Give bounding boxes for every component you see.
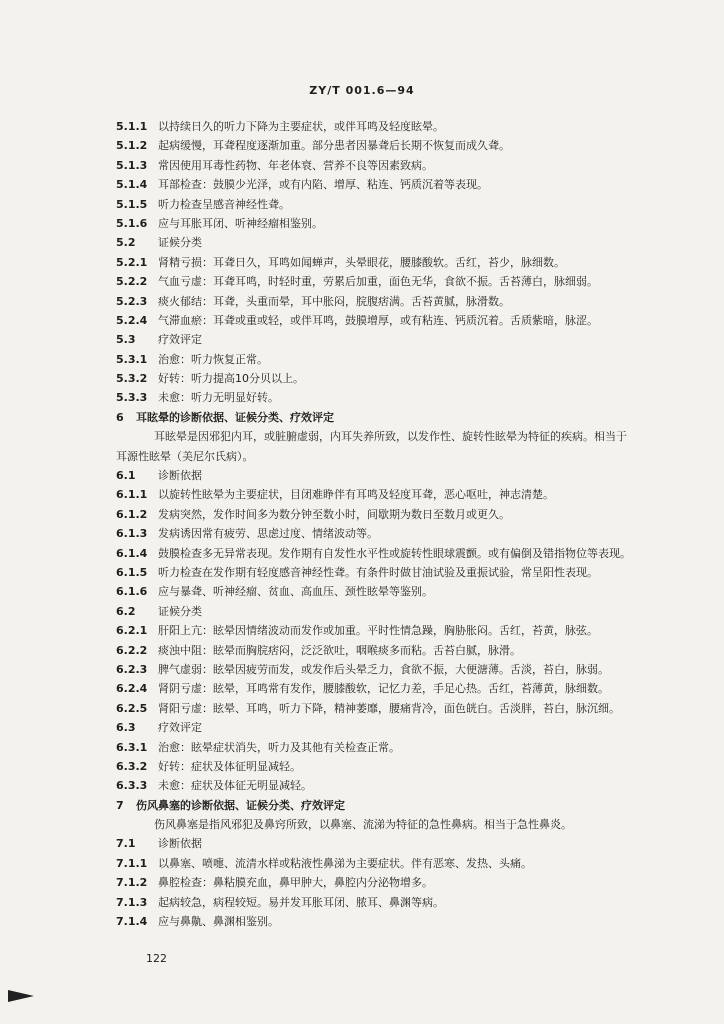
clause-item xyxy=(116,776,696,795)
clause-text: 气滞血瘀：耳聋或重或轻，或伴耳鸣，鼓膜增厚，或有粘连、钙质沉着。舌质紫暗，脉涩。 xyxy=(158,313,598,327)
clause-number: 7.1.4 xyxy=(116,915,148,929)
clause-item xyxy=(116,485,696,504)
corner-triangle-mark xyxy=(8,990,34,1002)
clause-text: 痰浊中阻：眩晕而胸脘痞闷，泛泛欲吐，咽喉痰多而粘。舌苔白腻，脉滑。 xyxy=(158,643,521,657)
clause-text: 鼻腔检查：鼻粘膜充血，鼻甲肿大，鼻腔内分泌物增多。 xyxy=(158,876,433,890)
clause-item xyxy=(116,757,696,776)
clause-text: 疗效评定 xyxy=(158,721,202,735)
clause-text: 听力检查呈感音神经性聋。 xyxy=(158,197,290,211)
clause-text: 伤风鼻塞的诊断依据、证候分类、疗效评定 xyxy=(136,798,345,812)
clause-number: 6.2.1 xyxy=(116,624,148,638)
clause-text: 肾精亏损：耳聋日久，耳鸣如闻蝉声，头晕眼花，腰膝酸软。舌红，苔少，脉细数。 xyxy=(158,255,565,269)
clause-number: 6.2.3 xyxy=(116,662,148,676)
clause-text: 证候分类 xyxy=(158,236,202,250)
clause-number: 5.2.1 xyxy=(116,255,148,269)
clause-number: 6.3.2 xyxy=(116,759,148,773)
clause-item xyxy=(116,718,696,737)
clause-item xyxy=(116,292,696,311)
clause-text: 肾阴亏虚：眩晕，耳鸣常有发作，腰膝酸软，记忆力差，手足心热。舌红，苔薄黄，脉细数。 xyxy=(158,682,609,696)
clause-text: 耳眩晕的诊断依据、证候分类、疗效评定 xyxy=(136,410,334,424)
clause-text: 治愈：听力恢复正常。 xyxy=(158,352,268,366)
clause-number: 5.2 xyxy=(116,236,136,250)
clause-text: 应与耳胀耳闭、听神经瘤相鉴别。 xyxy=(158,216,323,230)
clause-text: 鼓膜检查多无异常表现。发作期有自发性水平性或旋转性眼球震颤。或有偏倒及错指物位等表现。 xyxy=(158,546,631,560)
clause-text: 起病缓慢，耳聋程度逐渐加重。部分患者因暴聋后长期不恢复而成久聋。 xyxy=(158,139,510,153)
clause-text: 耳部检查：鼓膜少光泽，或有内陷、增厚、粘连、钙质沉着等表现。 xyxy=(158,178,488,192)
clause-item xyxy=(116,893,696,912)
clause-item xyxy=(116,466,696,485)
paragraph-line: 伤风鼻塞是指风邪犯及鼻窍所致，以鼻塞、流涕为特征的急性鼻病。相当于急性鼻炎。 xyxy=(154,818,572,832)
clause-item xyxy=(116,311,696,330)
clause-number: 6.3 xyxy=(116,721,136,735)
clause-item xyxy=(116,369,696,388)
clause-item xyxy=(116,563,696,582)
clause-number: 5.3 xyxy=(116,333,136,347)
clause-number: 6.1.4 xyxy=(116,546,148,560)
clause-item xyxy=(116,854,696,873)
clause-number: 5.3.3 xyxy=(116,391,148,405)
clause-number: 5.1.6 xyxy=(116,216,148,230)
clause-number: 7.1.3 xyxy=(116,895,148,909)
clause-item xyxy=(116,621,696,640)
clause-item xyxy=(116,136,696,155)
clause-number: 7.1.1 xyxy=(116,856,148,870)
clause-item xyxy=(116,873,696,892)
clause-item xyxy=(116,214,696,233)
clause-text: 好转：听力提高10分贝以上。 xyxy=(158,372,304,386)
clause-item xyxy=(116,524,696,543)
clause-number: 7.1.2 xyxy=(116,876,148,890)
clause-number: 5.1.4 xyxy=(116,178,148,192)
clause-text: 肾阳亏虚：眩晕、耳鸣，听力下降，精神萎靡，腰痛背冷，面色㿠白。舌淡胖，苔白，脉沉细。 xyxy=(158,701,620,715)
clause-number: 5.2.2 xyxy=(116,275,148,289)
clause-number: 6.2 xyxy=(116,604,136,618)
clause-item xyxy=(116,582,696,601)
clause-text: 听力检查在发作期有轻度感音神经性聋。有条件时做甘油试验及重振试验，常呈阳性表现。 xyxy=(158,565,598,579)
clause-item xyxy=(116,272,696,291)
clause-item xyxy=(116,195,696,214)
clause-item xyxy=(116,175,696,194)
clause-text: 诊断依据 xyxy=(158,837,202,851)
clause-text: 起病较急，病程较短。易并发耳胀耳闭、脓耳、鼻渊等病。 xyxy=(158,895,444,909)
clause-number: 6.1 xyxy=(116,469,136,483)
clause-number: 6.1.6 xyxy=(116,585,148,599)
clause-number: 7 xyxy=(116,798,124,812)
clause-item xyxy=(116,834,696,853)
clause-item xyxy=(116,602,696,621)
clause-item xyxy=(116,330,696,349)
clause-item xyxy=(116,699,696,718)
clause-text: 好转：症状及体征明显减轻。 xyxy=(158,759,301,773)
clause-text: 痰火郁结：耳聋，头重而晕，耳中胀闷，脘腹痞满。舌苔黄腻，脉滑数。 xyxy=(158,294,510,308)
clause-number: 5.1.3 xyxy=(116,158,148,172)
clause-text: 疗效评定 xyxy=(158,333,202,347)
section-heading xyxy=(116,408,696,427)
paragraph-line: 耳源性眩晕（美尼尔氏病）。 xyxy=(116,449,254,463)
clause-text: 脾气虚弱：眩晕因疲劳而发，或发作后头晕乏力，食欲不振，大便溏薄。舌淡，苔白，脉弱。 xyxy=(158,662,609,676)
clause-text: 治愈：眩晕症状消失，听力及其他有关检查正常。 xyxy=(158,740,400,754)
clause-item xyxy=(116,660,696,679)
clause-text: 发病突然，发作时间多为数分钟至数小时，间歇期为数日至数月或更久。 xyxy=(158,507,510,521)
paragraph-line: 耳眩晕是因邪犯内耳，或脏腑虚弱，内耳失养所致，以发作性、旋转性眩晕为特征的疾病。相当于 xyxy=(154,430,627,444)
clause-item xyxy=(116,641,696,660)
clause-item xyxy=(116,117,696,136)
clause-number: 6.3.1 xyxy=(116,740,148,754)
clause-number: 6.2.4 xyxy=(116,682,148,696)
page-number: 122 xyxy=(146,952,167,965)
clause-number: 5.2.3 xyxy=(116,294,148,308)
clause-text: 发病诱因常有疲劳、思虑过度、情绪波动等。 xyxy=(158,527,378,541)
clause-item xyxy=(116,505,696,524)
clause-number: 6 xyxy=(116,410,124,424)
clause-item xyxy=(116,912,696,931)
clause-item xyxy=(116,544,696,563)
clause-item xyxy=(116,679,696,698)
clause-number: 7.1 xyxy=(116,837,136,851)
clause-number: 5.3.1 xyxy=(116,352,148,366)
clause-item xyxy=(116,253,696,272)
clause-number: 5.1.2 xyxy=(116,139,148,153)
clause-number: 6.3.3 xyxy=(116,779,148,793)
clause-text: 应与鼻鼽、鼻渊相鉴别。 xyxy=(158,915,279,929)
clause-number: 6.2.2 xyxy=(116,643,148,657)
clause-item xyxy=(116,156,696,175)
clause-number: 5.2.4 xyxy=(116,313,148,327)
clause-text: 常因使用耳毒性药物、年老体衰、营养不良等因素致病。 xyxy=(158,158,433,172)
clause-text: 气血亏虚：耳聋耳鸣，时轻时重，劳累后加重，面色无华，食欲不振。舌苔薄白，脉细弱。 xyxy=(158,275,598,289)
clause-text: 肝阳上亢：眩晕因情绪波动而发作或加重。平时性情急躁，胸胁胀闷。舌红，苔黄，脉弦。 xyxy=(158,624,598,638)
clause-item xyxy=(116,350,696,369)
clause-item xyxy=(116,388,696,407)
clause-text: 未愈：听力无明显好转。 xyxy=(158,391,279,405)
clause-text: 以持续日久的听力下降为主要症状，或伴耳鸣及轻度眩晕。 xyxy=(158,120,444,133)
clause-number: 6.2.5 xyxy=(116,701,148,715)
clause-text: 证候分类 xyxy=(158,604,202,618)
clause-text: 诊断依据 xyxy=(158,469,202,483)
clause-item xyxy=(116,233,696,252)
clause-number: 5.1.1 xyxy=(116,120,148,133)
page-header: ZY/T 001.6—94 xyxy=(309,84,415,97)
clause-text: 未愈：症状及体征无明显减轻。 xyxy=(158,779,312,793)
clause-text: 以旋转性眩晕为主要症状，目闭难睁伴有耳鸣及轻度耳聋，恶心呕吐，神志清楚。 xyxy=(158,488,554,502)
section-heading xyxy=(116,796,696,815)
clause-number: 6.1.2 xyxy=(116,507,148,521)
clause-number: 6.1.5 xyxy=(116,565,148,579)
clause-number: 6.1.1 xyxy=(116,488,148,502)
clause-number: 5.1.5 xyxy=(116,197,148,211)
clause-text: 应与暴聋、听神经瘤、贫血、高血压、颈性眩晕等鉴别。 xyxy=(158,585,433,599)
document-body xyxy=(116,117,696,931)
clause-number: 5.3.2 xyxy=(116,372,148,386)
clause-item xyxy=(116,738,696,757)
clause-number: 6.1.3 xyxy=(116,527,148,541)
clause-text: 以鼻塞、喷嚏、流清水样或粘液性鼻涕为主要症状。伴有恶寒、发热、头痛。 xyxy=(158,856,532,870)
